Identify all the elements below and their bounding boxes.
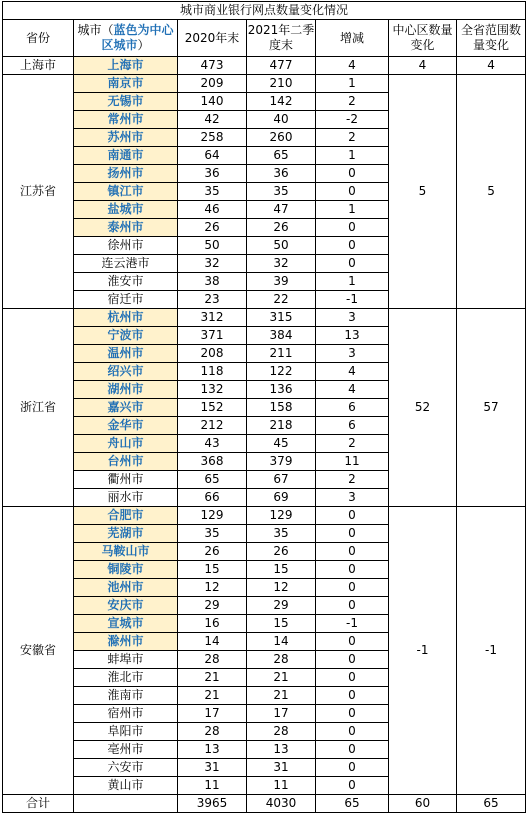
change-cell: 0 <box>316 561 389 579</box>
change-cell: 1 <box>316 75 389 93</box>
total-province-change: 65 <box>457 795 526 813</box>
value-2020-cell: 26 <box>178 543 247 561</box>
province-cell: 江苏省 <box>3 75 74 309</box>
value-2021-cell: 15 <box>247 615 316 633</box>
total-2020: 3965 <box>178 795 247 813</box>
value-2021-cell: 36 <box>247 165 316 183</box>
value-2021-cell: 67 <box>247 471 316 489</box>
center-change-cell: 5 <box>389 75 457 309</box>
value-2021-cell: 315 <box>247 309 316 327</box>
value-2020-cell: 66 <box>178 489 247 507</box>
value-2020-cell: 65 <box>178 471 247 489</box>
province-change-cell: 57 <box>457 309 526 507</box>
center-city-cell: 滁州市 <box>74 633 178 651</box>
value-2021-cell: 158 <box>247 399 316 417</box>
city-cell: 衢州市 <box>74 471 178 489</box>
city-cell: 淮安市 <box>74 273 178 291</box>
value-2020-cell: 312 <box>178 309 247 327</box>
value-2021-cell: 12 <box>247 579 316 597</box>
total-2021: 4030 <box>247 795 316 813</box>
change-cell: 0 <box>316 687 389 705</box>
header-center-change: 中心区数量变化 <box>389 20 457 57</box>
value-2020-cell: 212 <box>178 417 247 435</box>
center-city-cell: 湖州市 <box>74 381 178 399</box>
value-2020-cell: 43 <box>178 435 247 453</box>
city-cell: 黄山市 <box>74 777 178 795</box>
branch-count-table <box>2 1 526 813</box>
total-city-blank <box>74 795 178 813</box>
change-cell: 3 <box>316 309 389 327</box>
value-2020-cell: 46 <box>178 201 247 219</box>
header-city-suffix: ） <box>137 38 150 52</box>
province-cell: 浙江省 <box>3 309 74 507</box>
value-2021-cell: 384 <box>247 327 316 345</box>
change-cell: -2 <box>316 111 389 129</box>
value-2021-cell: 31 <box>247 759 316 777</box>
center-city-cell: 盐城市 <box>74 201 178 219</box>
value-2020-cell: 21 <box>178 687 247 705</box>
value-2020-cell: 64 <box>178 147 247 165</box>
center-city-cell: 嘉兴市 <box>74 399 178 417</box>
value-2021-cell: 39 <box>247 273 316 291</box>
change-cell: 0 <box>316 165 389 183</box>
value-2021-cell: 379 <box>247 453 316 471</box>
change-cell: 0 <box>316 543 389 561</box>
value-2021-cell: 15 <box>247 561 316 579</box>
change-cell: 4 <box>316 363 389 381</box>
center-city-cell: 台州市 <box>74 453 178 471</box>
center-city-cell: 马鞍山市 <box>74 543 178 561</box>
change-cell: 0 <box>316 525 389 543</box>
city-cell: 连云港市 <box>74 255 178 273</box>
header-province-change: 全省范围数量变化 <box>457 20 526 57</box>
center-city-cell: 温州市 <box>74 345 178 363</box>
value-2020-cell: 17 <box>178 705 247 723</box>
change-cell: 6 <box>316 399 389 417</box>
change-cell: 0 <box>316 255 389 273</box>
value-2020-cell: 28 <box>178 651 247 669</box>
city-cell: 宿迁市 <box>74 291 178 309</box>
value-2021-cell: 17 <box>247 705 316 723</box>
change-cell: 0 <box>316 777 389 795</box>
change-cell: 0 <box>316 507 389 525</box>
value-2021-cell: 65 <box>247 147 316 165</box>
province-change-cell: -1 <box>457 507 526 795</box>
city-cell: 徐州市 <box>74 237 178 255</box>
province-change-cell: 4 <box>457 57 526 75</box>
city-cell: 宿州市 <box>74 705 178 723</box>
value-2020-cell: 35 <box>178 525 247 543</box>
value-2021-cell: 35 <box>247 525 316 543</box>
value-2020-cell: 209 <box>178 75 247 93</box>
table-row <box>3 57 526 75</box>
value-2021-cell: 122 <box>247 363 316 381</box>
center-city-cell: 舟山市 <box>74 435 178 453</box>
value-2020-cell: 258 <box>178 129 247 147</box>
table-row <box>3 309 526 327</box>
change-cell: 2 <box>316 471 389 489</box>
change-cell: 0 <box>316 651 389 669</box>
center-city-cell: 苏州市 <box>74 129 178 147</box>
center-city-cell: 泰州市 <box>74 219 178 237</box>
city-cell: 六安市 <box>74 759 178 777</box>
value-2020-cell: 368 <box>178 453 247 471</box>
header-city <box>74 20 178 57</box>
center-city-cell: 南通市 <box>74 147 178 165</box>
value-2020-cell: 208 <box>178 345 247 363</box>
change-cell: 0 <box>316 219 389 237</box>
value-2021-cell: 210 <box>247 75 316 93</box>
change-cell: 11 <box>316 453 389 471</box>
value-2020-cell: 473 <box>178 57 247 75</box>
value-2020-cell: 23 <box>178 291 247 309</box>
value-2021-cell: 13 <box>247 741 316 759</box>
change-cell: 0 <box>316 579 389 597</box>
change-cell: 2 <box>316 435 389 453</box>
change-cell: 0 <box>316 669 389 687</box>
center-city-cell: 宁波市 <box>74 327 178 345</box>
center-city-cell: 绍兴市 <box>74 363 178 381</box>
value-2021-cell: 35 <box>247 183 316 201</box>
table-row <box>3 75 526 93</box>
change-cell: 0 <box>316 633 389 651</box>
value-2021-cell: 477 <box>247 57 316 75</box>
change-cell: 2 <box>316 129 389 147</box>
center-change-cell: 4 <box>389 57 457 75</box>
value-2021-cell: 136 <box>247 381 316 399</box>
total-row <box>3 795 526 813</box>
value-2021-cell: 69 <box>247 489 316 507</box>
value-2020-cell: 118 <box>178 363 247 381</box>
value-2021-cell: 142 <box>247 93 316 111</box>
province-change-cell: 5 <box>457 75 526 309</box>
change-cell: 0 <box>316 705 389 723</box>
value-2021-cell: 26 <box>247 543 316 561</box>
center-city-cell: 宣城市 <box>74 615 178 633</box>
value-2020-cell: 28 <box>178 723 247 741</box>
value-2020-cell: 11 <box>178 777 247 795</box>
center-city-cell: 上海市 <box>74 57 178 75</box>
province-cell: 上海市 <box>3 57 74 75</box>
change-cell: 4 <box>316 381 389 399</box>
value-2021-cell: 47 <box>247 201 316 219</box>
value-2021-cell: 218 <box>247 417 316 435</box>
change-cell: -1 <box>316 291 389 309</box>
header-city-blue-note: 蓝色为中心区城市 <box>101 23 174 52</box>
change-cell: 2 <box>316 93 389 111</box>
center-city-cell: 杭州市 <box>74 309 178 327</box>
change-cell: 0 <box>316 237 389 255</box>
center-city-cell: 金华市 <box>74 417 178 435</box>
center-city-cell: 合肥市 <box>74 507 178 525</box>
change-cell: 0 <box>316 741 389 759</box>
total-center-change: 60 <box>389 795 457 813</box>
value-2021-cell: 129 <box>247 507 316 525</box>
value-2020-cell: 129 <box>178 507 247 525</box>
value-2021-cell: 211 <box>247 345 316 363</box>
value-2020-cell: 132 <box>178 381 247 399</box>
value-2020-cell: 13 <box>178 741 247 759</box>
value-2020-cell: 12 <box>178 579 247 597</box>
value-2020-cell: 15 <box>178 561 247 579</box>
change-cell: 1 <box>316 273 389 291</box>
value-2021-cell: 11 <box>247 777 316 795</box>
header-city-prefix: 城市（ <box>77 23 114 37</box>
province-cell: 安徽省 <box>3 507 74 795</box>
change-cell: 3 <box>316 345 389 363</box>
value-2020-cell: 14 <box>178 633 247 651</box>
value-2021-cell: 21 <box>247 687 316 705</box>
value-2020-cell: 140 <box>178 93 247 111</box>
value-2021-cell: 32 <box>247 255 316 273</box>
value-2020-cell: 371 <box>178 327 247 345</box>
value-2021-cell: 21 <box>247 669 316 687</box>
table-title: 城市商业银行网点数量变化情况 <box>3 2 526 20</box>
value-2021-cell: 14 <box>247 633 316 651</box>
center-city-cell: 南京市 <box>74 75 178 93</box>
change-cell: 6 <box>316 417 389 435</box>
city-cell: 亳州市 <box>74 741 178 759</box>
header-2021: 2021年二季度末 <box>247 20 316 57</box>
value-2021-cell: 26 <box>247 219 316 237</box>
value-2020-cell: 16 <box>178 615 247 633</box>
header-province: 省份 <box>3 20 74 57</box>
change-cell: 1 <box>316 201 389 219</box>
value-2020-cell: 35 <box>178 183 247 201</box>
value-2020-cell: 42 <box>178 111 247 129</box>
center-city-cell: 池州市 <box>74 579 178 597</box>
value-2021-cell: 28 <box>247 651 316 669</box>
center-city-cell: 芜湖市 <box>74 525 178 543</box>
center-city-cell: 无锡市 <box>74 93 178 111</box>
value-2020-cell: 32 <box>178 255 247 273</box>
change-cell: 0 <box>316 183 389 201</box>
table-row <box>3 507 526 525</box>
change-cell: -1 <box>316 615 389 633</box>
change-cell: 13 <box>316 327 389 345</box>
value-2021-cell: 45 <box>247 435 316 453</box>
change-cell: 1 <box>316 147 389 165</box>
value-2020-cell: 36 <box>178 165 247 183</box>
city-cell: 淮北市 <box>74 669 178 687</box>
change-cell: 3 <box>316 489 389 507</box>
city-cell: 蚌埠市 <box>74 651 178 669</box>
center-change-cell: 52 <box>389 309 457 507</box>
center-city-cell: 镇江市 <box>74 183 178 201</box>
center-city-cell: 铜陵市 <box>74 561 178 579</box>
value-2020-cell: 50 <box>178 237 247 255</box>
change-cell: 0 <box>316 759 389 777</box>
change-cell: 0 <box>316 597 389 615</box>
value-2020-cell: 152 <box>178 399 247 417</box>
value-2021-cell: 50 <box>247 237 316 255</box>
center-city-cell: 安庆市 <box>74 597 178 615</box>
center-change-cell: -1 <box>389 507 457 795</box>
value-2021-cell: 22 <box>247 291 316 309</box>
change-cell: 0 <box>316 723 389 741</box>
total-change: 65 <box>316 795 389 813</box>
city-cell: 阜阳市 <box>74 723 178 741</box>
value-2020-cell: 38 <box>178 273 247 291</box>
value-2020-cell: 21 <box>178 669 247 687</box>
center-city-cell: 常州市 <box>74 111 178 129</box>
value-2020-cell: 31 <box>178 759 247 777</box>
city-cell: 丽水市 <box>74 489 178 507</box>
total-label: 合计 <box>3 795 74 813</box>
change-cell: 4 <box>316 57 389 75</box>
value-2021-cell: 28 <box>247 723 316 741</box>
header-change: 增减 <box>316 20 389 57</box>
header-2020: 2020年末 <box>178 20 247 57</box>
value-2021-cell: 40 <box>247 111 316 129</box>
value-2021-cell: 29 <box>247 597 316 615</box>
center-city-cell: 扬州市 <box>74 165 178 183</box>
value-2021-cell: 260 <box>247 129 316 147</box>
value-2020-cell: 26 <box>178 219 247 237</box>
city-cell: 淮南市 <box>74 687 178 705</box>
value-2020-cell: 29 <box>178 597 247 615</box>
